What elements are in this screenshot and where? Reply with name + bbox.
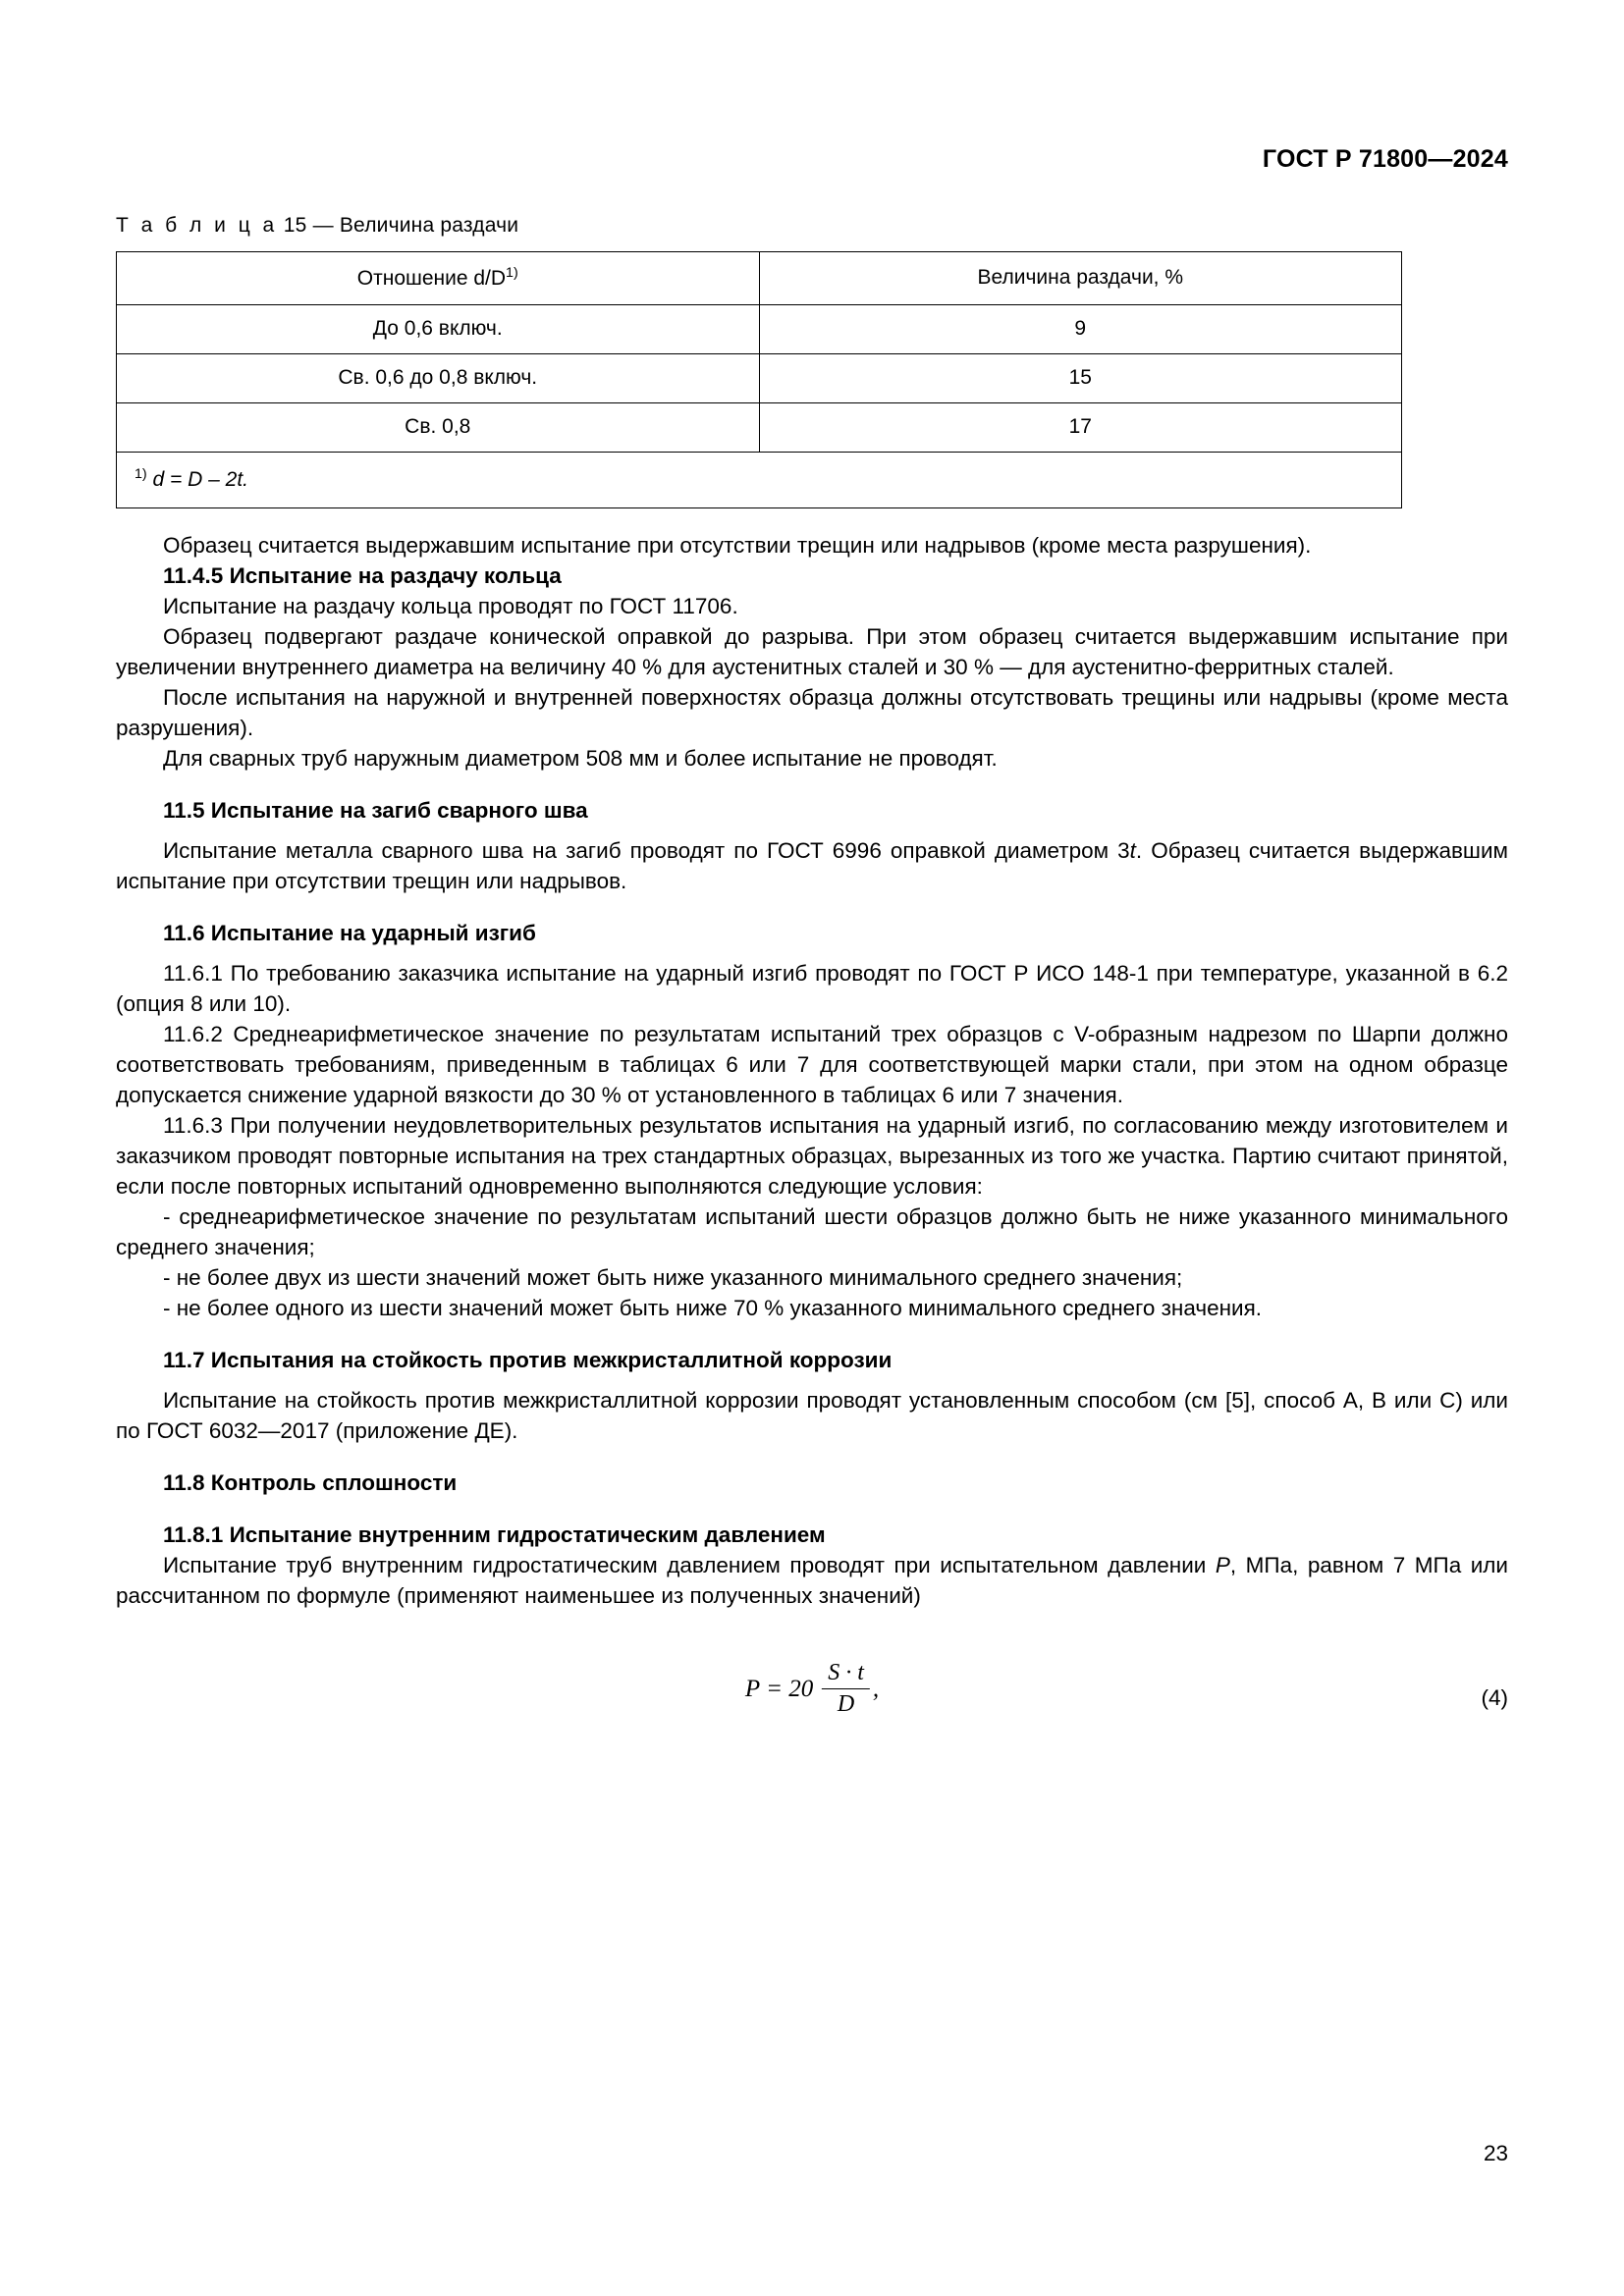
formula-expression	[745, 1660, 879, 1718]
formula-equals: = 20	[766, 1675, 814, 1702]
table-footnote-marker: 1)	[135, 466, 147, 482]
table-caption	[116, 214, 1508, 238]
paragraph-ring-expansion-method: Испытание на раздачу кольца проводят по ГОСТ 11706.	[163, 594, 738, 618]
table-caption-number: 15	[283, 214, 307, 237]
heading-11-8-1: 11.8.1 Испытание внутренним гидростатическим давлением	[163, 1522, 826, 1547]
formula-lhs: P	[744, 1675, 761, 1702]
weld-bend-text-1: Испытание металла сварного шва на загиб проводят по ГОСТ 6996 оправкой диаметром 3	[163, 838, 1130, 863]
hydro-text-2: , МПа, равном 7 МПа или рассчитанном по формуле (применяют наименьшее из полученных значений)	[116, 1553, 1508, 1608]
page-number: 23	[1483, 2141, 1508, 2165]
heading-11-4-5: 11.4.5 Испытание на раздачу кольца	[163, 563, 562, 588]
paragraph-welded-pipe-exception: Для сварных труб наружным диаметром 508 мм и более испытание не проводят.	[163, 746, 998, 771]
heading-11-6: 11.6 Испытание на ударный изгиб	[163, 921, 536, 945]
weld-bend-text-2: . Образец считается выдержавшим испытание при отсутствии трещин или надрывов.	[116, 838, 1508, 893]
paragraph-ring-expansion-details: Образец подвергают раздаче конической оправкой до разрыва. При этом образец считается выдержавшим испытание при увеличении внутреннего диаметра на величину 40 % для аустенитных сталей и 30 % — для аустенитно-ферритных сталей.	[116, 624, 1508, 679]
table-header-ratio	[117, 252, 760, 305]
table-row	[117, 403, 1402, 453]
formula-numerator: S · t	[822, 1660, 870, 1689]
table-caption-title: — Величина раздачи	[312, 214, 519, 237]
paragraph-hydrostatic-test	[116, 1550, 1508, 1611]
weld-bend-italic: t	[1129, 838, 1136, 863]
paragraph-11-6-1: 11.6.1 По требованию заказчика испытание на ударный изгиб проводят по ГОСТ Р ИСО 148-1 при температуре, указанной в 6.2 (опция 8 или 10).	[116, 961, 1508, 1016]
formula-denominator: D	[837, 1691, 855, 1717]
paragraph-intergranular-corrosion: Испытание на стойкость против межкристаллитной коррозии проводят установленным способом (см [5], способ A, B или C) или по ГОСТ 6032—2017 (приложение ДЕ).	[116, 1388, 1508, 1443]
formula-block	[116, 1660, 1508, 1738]
table-caption-label: Т а б л и ц а	[116, 214, 278, 237]
page-content	[116, 214, 1508, 1738]
table-footnote-row	[117, 453, 1402, 508]
table-footnote	[117, 453, 1402, 508]
table-cell-value: 15	[759, 354, 1402, 403]
table-cell-ratio: Св. 0,8	[117, 403, 760, 453]
paragraph-condition-3: - не более одного из шести значений может быть ниже 70 % указанного минимального среднего значения.	[163, 1296, 1263, 1320]
table-header-row	[117, 252, 1402, 305]
paragraph-weld-bend-test	[116, 835, 1508, 896]
table-header-footnote-marker: 1)	[506, 265, 518, 281]
table-header-ratio-label: Отношение d/D	[356, 267, 507, 290]
heading-11-5: 11.5 Испытание на загиб сварного шва	[163, 798, 588, 823]
paragraph-surface-requirements: После испытания на наружной и внутренней поверхностях образца должны отсутствовать трещины или надрывы (кроме места разрушения).	[116, 685, 1508, 740]
paragraph-11-6-2: 11.6.2 Среднеарифметическое значение по результатам испытаний трех образцов с V-образным надрезом по Шарпи должно соответствовать требованиям, приведенным в таблицах 6 или 7 для соответствующей марки стали, при этом на одном образце допускается снижение ударной вязкости до 30 % от установленного в таблицах 6 или 7 значения.	[116, 1022, 1508, 1107]
table-cell-ratio: Св. 0,6 до 0,8 включ.	[117, 354, 760, 403]
table-row	[117, 354, 1402, 403]
formula-number: (4)	[1481, 1685, 1508, 1710]
paragraph-condition-1: - среднеарифметическое значение по результатам испытаний шести образцов должно быть не ниже указанного минимального среднего значения;	[116, 1204, 1508, 1259]
table-cell-value: 9	[759, 305, 1402, 354]
paragraph-condition-2: - не более двух из шести значений может быть ниже указанного минимального среднего значения;	[163, 1265, 1183, 1290]
table-cell-value: 17	[759, 403, 1402, 453]
expansion-table	[116, 251, 1402, 508]
paragraph-specimen-criteria: Образец считается выдержавшим испытание при отсутствии трещин или надрывов (кроме места разрушения).	[163, 533, 1312, 558]
hydro-text-1: Испытание труб внутренним гидростатическим давлением проводят при испытательном давлении	[163, 1553, 1216, 1577]
hydro-italic: P	[1215, 1553, 1230, 1577]
paragraph-11-6-3: 11.6.3 При получении неудовлетворительных результатов испытания на ударный изгиб, по согласованию между изготовителем и заказчиком проводят повторные испытания на трех стандартных образцах, вырезанных из того же участка. Партию считают принятой, если после повторных испытаний одновременно выполняются следующие условия:	[116, 1113, 1508, 1199]
formula-comma: ,	[872, 1675, 880, 1702]
heading-11-7: 11.7 Испытания на стойкость против межкристаллитной коррозии	[163, 1348, 893, 1372]
table-header-value: Величина раздачи, %	[759, 252, 1402, 305]
formula-fraction	[822, 1660, 870, 1718]
table-row	[117, 305, 1402, 354]
table-footnote-text: d = D – 2t.	[152, 468, 249, 491]
heading-11-8: 11.8 Контроль сплошности	[163, 1470, 458, 1495]
page-header-standard: ГОСТ Р 71800—2024	[1262, 145, 1508, 173]
table-cell-ratio: До 0,6 включ.	[117, 305, 760, 354]
